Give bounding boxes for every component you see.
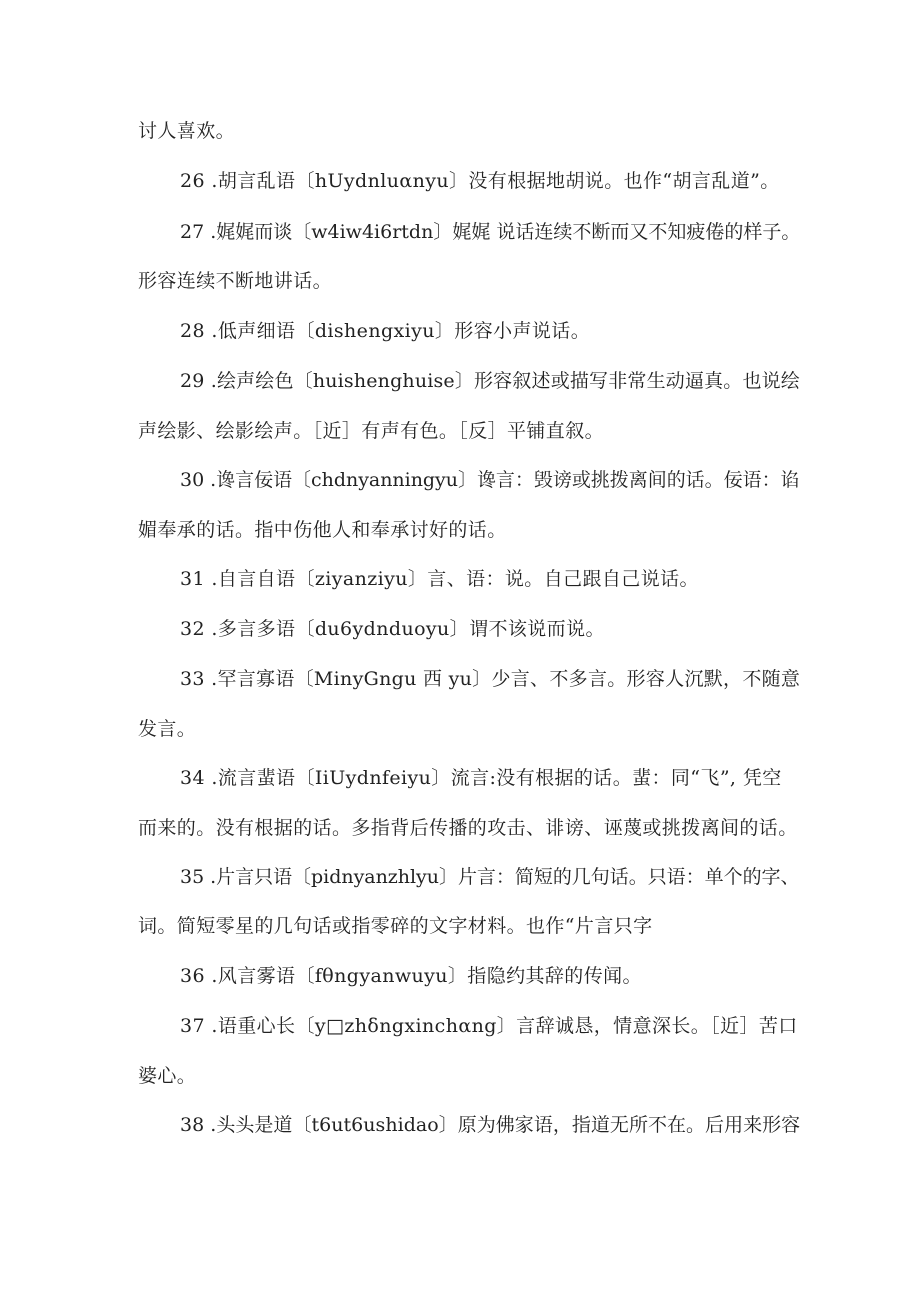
entry-34: 34 .流言蜚语〔IiUydnfeiyu〕流言:没有根据的话。蜚：同“飞”, 凭空 (180, 767, 782, 789)
text-line: 声绘影、绘影绘声。［近］有声有色。［反］平铺直叙。 (138, 420, 605, 442)
entry-36: 36 .风言雾语〔fθngyanwuyu〕指隐约其辞的传闻。 (180, 965, 642, 987)
text-line: 发言。 (138, 718, 197, 740)
entry-33: 33 .罕言寡语〔MinyGngu 西 yu〕少言、不多言。形容人沉默，不随意 (180, 668, 801, 690)
entry-30: 30 .谗言佞语〔chdnyanningyu〕谗言：毁谤或挑拨离间的话。佞语：谄 (180, 469, 800, 491)
text-line: 而来的。没有根据的话。多指背后传播的攻击、诽谤、诬蔑或挑拨离间的话。 (138, 817, 798, 839)
entry-27: 27 .娓娓而谈〔w4iw4i6rtdn〕娓娓 说话连续不断而又不知疲倦的样子。 (180, 221, 801, 243)
entry-37: 37 .语重心长〔y□zhδngxinchαng〕言辞诚恳，情意深长。［近］苦口 (180, 1015, 798, 1037)
entry-32: 32 .多言多语〔du6ydnduoyu〕谓不该说而说。 (180, 618, 605, 640)
entry-38: 38 .头头是道〔t6ut6ushidao〕原为佛家语，指道无所不在。后用来形容 (180, 1114, 801, 1136)
text-line: 媚奉承的话。指中伤他人和奉承讨好的话。 (138, 519, 507, 541)
text-line: 词。简短零星的几句话或指零碎的文字材料。也作“片言只字 (138, 915, 653, 937)
entry-26: 26 .胡言乱语〔hUydnluαnyu〕没有根据地胡说。也作“胡言乱道”。 (180, 170, 780, 192)
entry-29: 29 .绘声绘色〔huishenghuise〕形容叙述或描写非常生动逼真。也说绘 (180, 370, 800, 392)
text-line: 讨人喜欢。 (138, 120, 236, 142)
entry-35: 35 .片言只语〔pidnyanzhlyu〕片言：简短的几句话。只语：单个的字、 (180, 866, 800, 888)
text-line: 形容连续不断地讲话。 (138, 270, 333, 292)
text-line: 婆心。 (138, 1065, 197, 1087)
entry-31: 31 .自言自语〔ziyanziyu〕言、语：说。自己跟自己说话。 (180, 568, 699, 590)
entry-28: 28 .低声细语〔dishengxiyu〕形容小声说话。 (180, 320, 591, 342)
